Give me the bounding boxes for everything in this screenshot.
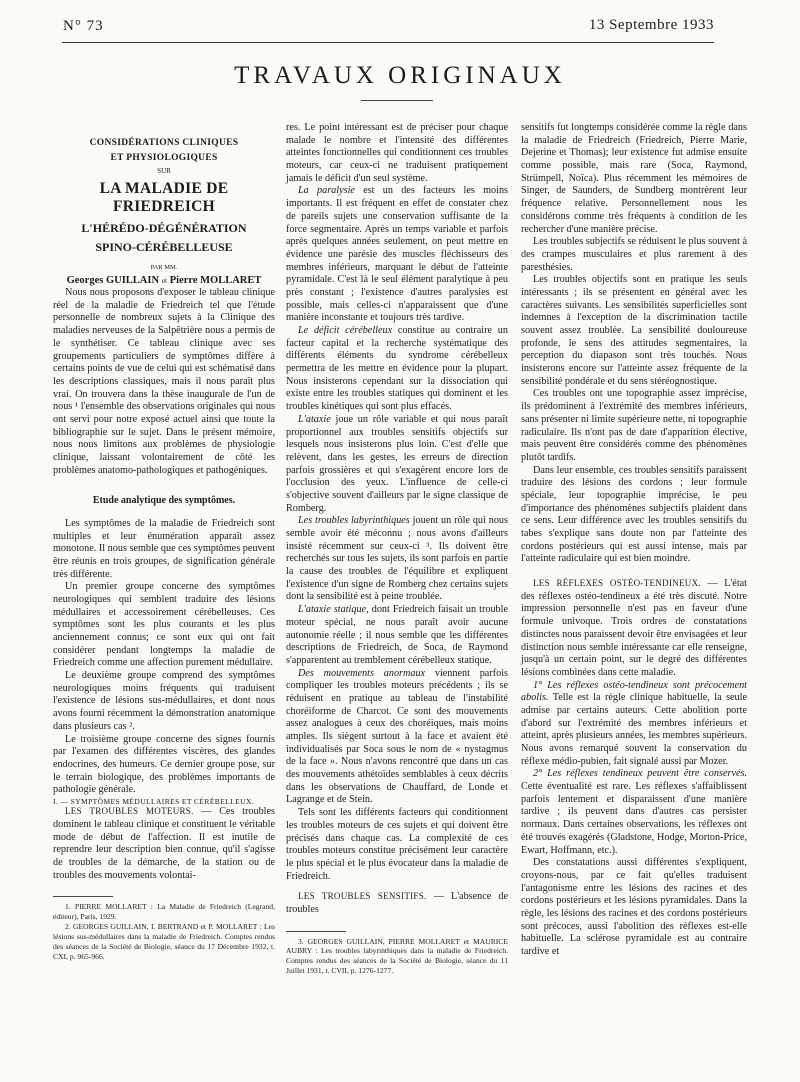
paragraph xyxy=(53,806,275,882)
paragraph xyxy=(286,515,508,604)
paragraph-lead: 2° Les réflexes tendineux peuvent être conservés. xyxy=(533,768,747,780)
paragraph: Les troubles subjectifs se réduisent le plus souvent à des crampes musculaires et plus rarement à des paresthésies. xyxy=(521,236,747,273)
paragraph-lead: LES TROUBLES MOTEURS. xyxy=(65,806,194,817)
column-2 xyxy=(286,122,508,976)
authors xyxy=(53,274,275,287)
section-title: TRAVAUX ORIGINAUX xyxy=(234,62,566,89)
paragraph xyxy=(286,604,508,667)
paragraph-body: Cette éventualité est rare. Les réflexes s'affaiblissent parfois lentement et disparaissent d'une manière tardive ; ils peuvent dans d'autres cas persister normaux. Dans certaines observations, les réflexes ont été trouvés exagérés (Gladstone, Hodge, Morton-Price, Ewart, Hoffmann, etc.). xyxy=(521,781,747,856)
paragraph-lead: Le déficit cérébelleux xyxy=(298,325,393,336)
paragraph-body: joue un rôle variable et qui nous paraît proportionnel aux troubles sensitifs objectifs sur lesquels nous insisterons plus loin. C'est d'elle que relèvent, dans les gestes, les erreurs de direction parfois grossières et qui s'exagèrent encore lors de l'occlusion des yeux. L'influence de celle-ci s'objective souvent d'ailleurs par le signe classique de Romberg. xyxy=(286,413,508,514)
issue-number: N° 73 xyxy=(63,18,104,34)
header-rule xyxy=(62,42,714,43)
paragraph-lead: L'ataxie statique, xyxy=(298,604,369,616)
paragraph: Les troubles objectifs sont en pratique les seuls intéressants ; ils se présentent en général avec les caractères suivants. Les sensibilités superficielles sont indemnes à l'exception de la discrimination tactile souvent assez troublée. La sensibilité douloureuse profonde, le sens des attitudes segmentaires, la perception du diapason sont très touchés. Nous insisterons encore sur l'atteinte assez fréquente de la sensibilité pondérale et du sens stéréognostique. xyxy=(521,274,747,387)
paragraph-body: constitue au contraire un facteur capital et la recherche systématique des différents éléments du syndrome cérébelleux permettra de les mettre en évidence pour la plupart. Nous insisterons cependant sur la dissociation qui existe entre les troubles statiques qui dominent et les troubles kinétiques qui sont plus effacés. xyxy=(286,325,508,413)
column-1 xyxy=(53,122,275,962)
paragraph-lead: Des mouvements anormaux xyxy=(298,667,426,679)
paragraph-lead: L'ataxie xyxy=(298,413,331,425)
paragraph-body: viennent parfois compliquer les troubles moteurs précédents ; ils se réduisent en pratique au tableau de l'instabilité choréiforme de Charcot. Ce sont des mouvements assez analogues à ceux des choréiques, mais moins amples. Ils siègent surtout à la face et avaient été individualisés par Soca sous le nom de « nystagmus de la face ». Nous n'avons rencontré que dans un cas des mouvements athétoïdes semblables à ceux décrits dans les observations de Chauffard, de Londe et Lagrange et de Stein. xyxy=(286,667,509,806)
paragraph: Tels sont les différents facteurs qui conditionnent les troubles moteurs de ces sujets et qui doivent être précisés dans chaque cas. La complexité de ces troubles moteurs constitue précisément leur caractère le plus spécial et le plus évocateur dans la maladie de Friedreich. xyxy=(286,807,508,882)
paragraph-lead: LES TROUBLES SENSITIFS. xyxy=(298,891,427,902)
column-3 xyxy=(521,122,747,959)
paragraph xyxy=(286,325,508,414)
paragraph: Des constatations aussi différentes s'expliquent, croyons-nous, par ce fait qu'elles traduisent l'antagonisme entre les lésions des racines et des cordons postérieurs et les lésions pyramidales. Dans la règle, les lésions des racines et des cordons postérieurs sont précoces, aussi l'abolition des réflexes est-elle habituelle. La sclérose pyramidale est au contraire tardive et xyxy=(521,857,747,957)
title-rule xyxy=(361,100,433,101)
heading-sur: SUR xyxy=(157,167,171,176)
paragraph xyxy=(286,414,508,516)
footnote-rule xyxy=(53,896,113,897)
paragraph: sensitifs fut longtemps considérée comme la règle dans la maladie de Friedreich (Friedreich, Pierre Marie, Dejerine et Thomas); leur existence fut admise ensuite comme possible, mais rare (Soca, Raymond, Strümpell, Noïca). Plus récemment les mémoires de Singer, de Saunders, de Sundberg montrèrent leur fréquence relative. Personnellement nous les considérons comme très fréquents à condition de les rechercher d'une manière précise. xyxy=(521,122,747,235)
paragraph xyxy=(286,668,508,808)
subsection-heading: I. — SYMPTÔMES MÉDULLAIRES ET CÉRÉBELLEUX. xyxy=(53,796,255,806)
paragraph-body: — Ces troubles dominent le tableau clinique et constituent le véritable mode de début de l'affection. Il est inutile de reprendre leur description bien connue, qu'il s'agisse de troubles de la démarche, de la station ou de troubles des mouvements volontai- xyxy=(53,806,275,881)
paragraph-body: est un des facteurs les moins importants. Il est fréquent en effet de constater chez de pareils sujets une conservation suffisante de la force segmentaire. Après un temps variable et parfois après quelques années seulement, on peut mettre en évidence une parésie des muscles fléchisseurs des membres inférieurs, marquant le début de l'atteinte pyramidale. C'est là le seul élément paralytique à peu près constant ; l'existence d'autres paralysies est possible, mais celles-ci n'apparaissent que d'une manière inconstante et toujours très tardive. xyxy=(286,185,508,324)
subtitle-line-2: SPINO-CÉRÉBELLEUSE xyxy=(95,240,233,255)
section-heading: Etude analytique des symptômes. xyxy=(92,495,236,507)
par-mm: PAR MM. xyxy=(150,263,178,271)
paragraph-body: dont Friedreich faisait un trouble moteur spécial, ne nous paraît avoir aucune autonomie réelle ; il nous semble que les différentes descriptions de Friedreich, de Soca, de Raymond s'apparentent au tremblement cérébelleux statique. xyxy=(286,604,508,666)
paragraph: Les symptômes de la maladie de Friedreich sont multiples et leur énumération apparaît assez monotone. Il nous semble que ces symptômes peuvent être réunis en trois groupes, de signification générale très différente. xyxy=(53,517,275,580)
paragraph xyxy=(286,891,508,916)
paragraph: res. Le point intéressant est de préciser pour chaque malade le nombre et l'intensité des différentes atteintes fonctionnelles qui conditionnent ces troubles moteurs, car ceux-ci ne traduisent pratiquement jamais le déficit d'un seul système. xyxy=(286,122,508,184)
footnote-rule xyxy=(286,931,346,932)
paragraph: Ces troubles ont une topographie assez imprécise, ils prédominent à l'extrémité des membres inférieurs, sans présenter ni limite supérieure nette, ni topographie radiculaire. Ils n'ont pas de date d'apparition élective, mais peuvent être considérés comme des phénomènes plutôt tardifs. xyxy=(521,388,747,463)
paragraph xyxy=(521,768,747,857)
author-and: et xyxy=(161,276,168,286)
paragraph xyxy=(521,578,747,680)
paragraph-body: — L'état des réflexes ostéo-tendineux a été très discuté. Notre impression personnelle n'est pas en faveur d'une formule univoque. Trois ordres de constatations distinctes nous paraissent devoir être envisagées et leur distinction nous semble intéressante car elle renseigne, jusqu'à un certain point, sur le degré des différentes lésions combinées dans cette maladie. xyxy=(521,578,748,678)
heading-line-2: ET PHYSIOLOGIQUES xyxy=(110,153,218,164)
paragraph-lead: LES RÉFLEXES OSTÉO-TENDINEUX. xyxy=(533,578,701,589)
paragraph xyxy=(521,680,747,769)
footnote: 3. GEORGES GUILLAIN, PIERRE MOLLARET et MAURICE AUBRY : Les troubles labyrinthiques dans la maladie de Friedreich. Comptes rendus des séances de la Société de Biologie, séance du 11 Juillet 1931, t. CVII, p. 1276-1277. xyxy=(286,936,508,976)
paragraph-body: jouent un rôle qui nous semble avoir été méconnu ; nous avons d'ailleurs insisté récemment sur ceux-ci ³. Ils doivent être recherchés sur tous les sujets, ils sont parfois en partie la cause des troubles de l'équilibre et expliquent l'existence d'un signe de Romberg chez certains sujets dont la sensibilité est à peine troublée. xyxy=(286,515,508,603)
footnote: 1. PIERRE MOLLARET : La Maladie de Friedreich (Legrand, éditeur), Paris, 1929. xyxy=(53,902,275,922)
article-title: LA MALADIE DE FRIEDREICH xyxy=(99,179,229,216)
article-heading xyxy=(53,136,275,287)
author-2: Pierre MOLLARET xyxy=(169,275,262,287)
paragraph: Un premier groupe concerne des symptômes neurologiques qui semblent traduire des lésions médullaires et accessoirement cérébelleuses. Ces symptômes sont les plus courants et les plus anciennement connus; ce sont eux qui ont fait considérer pendant longtemps la maladie de Friedreich comme une affection purement médullaire. xyxy=(53,581,275,669)
paragraph: Dans leur ensemble, ces troubles sensitifs paraissent traduire des lésions des cordons ; leur formule spéciale, leur topographie imprécise, le peu d'importance des phénomènes subjectifs plaident dans ce sens. Leur différence avec les troubles sensitifs du tabes s'explique sans doute non par l'atteinte des cordons postérieurs qui est aussi intense, mais par l'atteinte radiculaire qui est bien moindre. xyxy=(521,464,747,565)
paragraph: Le deuxième groupe comprend des symptômes neurologiques moins fréquents qui traduisent l'existence de lésions sus-médullaires, et dont nous avons fourni récemment la démonstration anatomique dans plusieurs cas ². xyxy=(53,670,275,732)
heading-line-1: CONSIDÉRATIONS CLINIQUES xyxy=(89,138,239,148)
paragraph: Le troisième groupe concerne des signes fournis par l'examen des différentes viscères, des glandes endocrines, des humeurs. Ce dernier groupe pose, sur le terrain biologique, des problèmes importants de pathologie générale. xyxy=(53,733,275,796)
intro-paragraph: Nous nous proposons d'exposer le tableau clinique réel de la maladie de Friedreich tel que l'étude personnelle de nombreux sujets à la Clinique des maladies nerveuses de la Salpêtrière nous a permis de le synthétiser. Ce tableau clinique avec ses groupements particuliers de symptômes diffère à certains points de vue de celui qui est schématisé dans les descriptions classiques, mais il nous paraît plus vrai. On trouvera dans la thèse inaugurale de l'un de nous ¹ l'ensemble des observations originales qui nous ont servi pour notre exposé actuel ainsi que toute la bibliographie sur le sujet. Dans le présent mémoire, nous nous limitons aux problèmes de physiologie clinique, laissant volontairement de côté les problèmes anatomo-pathologiques et pathogéniques. xyxy=(53,287,275,476)
author-1: Georges GUILLAIN xyxy=(66,275,160,287)
paragraph-lead: La paralysie xyxy=(298,185,355,197)
paragraph-lead: 1° Les réflexes ostéo-tendineux sont précocement abolis. xyxy=(521,679,747,704)
subtitle-line-1: L'HÉRÉDO-DÉGÉNÉRATION xyxy=(81,220,247,235)
issue-date: 13 Septembre 1933 xyxy=(588,17,714,33)
paragraph-body: — L'absence de troubles xyxy=(286,891,508,915)
paragraph xyxy=(286,185,508,325)
paragraph-body: Telle est la règle clinique habituelle, la seule admise par certains auteurs. Cette abolition porte d'abord sur l'extrémité des membres inférieurs et atteint, après plusieurs années, les membres supérieurs. Nous avons remarqué souvent la conservation du réflexe médio-pubien, fait signalé aussi par Mozer. xyxy=(521,692,747,767)
footnote: 2. GEORGES GUILLAIN, I. BERTRAND et P. MOLLARET : Les lésions sus-médullaires dans la maladie de Friedreich. Comptes rendus des séances de la Société de Biologie, séance du 17 Décembre 1932, t. CXI, p. 965-966. xyxy=(53,922,275,961)
paragraph-lead: Les troubles labyrinthiques xyxy=(298,515,410,527)
